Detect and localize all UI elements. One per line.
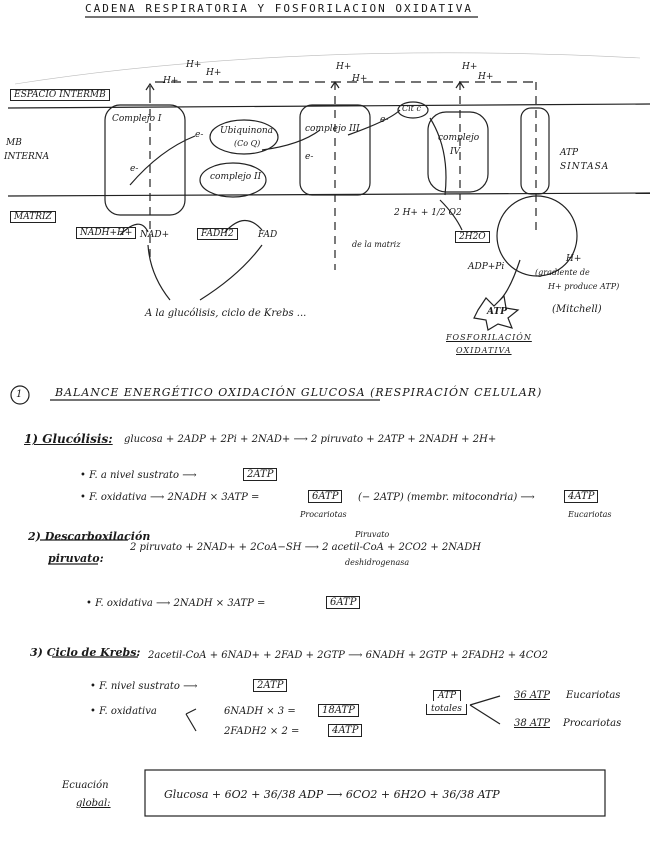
gradient-label-1: (gradiente de [535,268,590,277]
h-plus-4: H+ [336,62,352,72]
decarboxylation-equation: 2 piruvato + 2NAD+ + 2CoA−SH ⟶ 2 acetil-CoA + 2CO2 + 2NADH [130,542,481,553]
complex-4-label: complejo [438,133,480,143]
glycolysis-oxidative-mito: (− 2ATP) (membr. mitocondria) ⟶ [358,492,535,503]
krebs-nadh-value: 18ATP [318,704,359,717]
glycolysis-oxidative-value-euk: 4ATP [564,490,598,503]
fosforilacion-label-1: FOSFORILACIÓN [446,333,532,342]
fadh2-label: FADH2 [197,228,238,240]
eukaryotes-label-1: Eucariotas [568,510,612,519]
enzyme-label-1: Piruvato [355,530,390,539]
de-la-matriz-label: de la matriz [352,240,401,249]
h-plus-5: H+ [352,74,368,84]
electron-3: e- [305,152,314,162]
ubiquinone-label: Ubiquinona [220,126,274,136]
glycolysis-substrate-bullet: • F. a nivel sustrato ⟶ [80,470,197,481]
atp-synthase-head [497,196,577,276]
h-plus-8: H+ [566,254,582,264]
total-38-atp: 38 ATP [514,718,550,729]
label-espacio-intermembrana: ESPACIO INTERMB [10,89,110,101]
fad-label: FAD [258,230,278,240]
ubiquinone-sublabel: (Co Q) [234,139,261,148]
glycolysis-krebs-label: A la glucólisis, ciclo de Krebs ... [145,308,307,319]
enzyme-label-2: deshidrogenasa [345,558,410,567]
label-matriz: MATRIZ [10,211,56,223]
glycolysis-equation: glucosa + 2ADP + 2Pi + 2NAD+ ⟶ 2 piruvato + 2ATP + 2NADH + 2H+ [124,434,497,445]
page-title: CADENA RESPIRATORIA Y FOSFORILACION OXIDATIVA [85,2,474,15]
total-36-atp: 36 ATP [514,690,550,701]
krebs-fadh2-value: 4ATP [328,724,362,737]
atp-star-label: ATP [487,307,507,317]
atp-synthase-label-b: SINTASA [560,162,610,172]
prokaryotes-label-1: Procariotas [300,510,347,519]
glycolysis-heading: 1) Glucólisis: [24,432,113,446]
global-equation-heading-1: Ecuación [62,780,109,791]
electron-2: e- [130,164,139,174]
h-plus-6: H+ [462,62,478,72]
water-label: 2H2O [455,231,490,243]
gradient-label-2: H+ produce ATP) [548,282,620,291]
balance-circled-number: 1 [16,389,23,400]
nad-label: NAD+ [140,230,170,240]
electron-1: e- [195,130,204,140]
global-equation: Glucosa + 6O2 + 36/38 ADP ⟶ 6CO2 + 6H2O + 36/38 ATP [164,788,500,801]
label-membrana-a: MB [6,138,22,148]
h-plus-1: H+ [163,76,179,86]
nadh-label: NADH+H+ [76,227,136,239]
krebs-heading: 3) Ciclo de Krebs: [30,646,141,659]
glycolysis-substrate-value: 2ATP [243,468,277,481]
decarboxylation-heading-2: piruvato: [48,552,104,565]
h-plus-2: H+ [186,60,202,70]
krebs-substrate-bullet: • F. nivel sustrato ⟶ [90,681,198,692]
balance-title: BALANCE ENERGÉTICO OXIDACIÓN GLUCOSA (RESPIRACIÓN CELULAR) [55,386,543,399]
atp-totals-label-2: totales [426,704,467,715]
complex-3-label: complejo III [305,124,360,134]
atp-synthase-label-a: ATP [560,148,579,158]
total-prokaryotes-label: Procariotas [563,718,622,729]
krebs-substrate-value: 2ATP [253,679,287,692]
glycolysis-oxidative-value: 6ATP [308,490,342,503]
adp-label: ADP+Pi [468,262,505,272]
complex-1-label: Complejo I [112,114,162,124]
atp-totals-label-1: ATP [433,690,461,701]
decarboxylation-oxidative-value: 6ATP [326,596,360,609]
h-plus-3: H+ [206,68,222,78]
krebs-nadh-line: 6NADH × 3 = [224,706,296,717]
h-plus-7: H+ [478,72,494,82]
fosforilacion-label-2: OXIDATIVA [456,346,512,355]
complex-4-numeral: IV [450,147,461,157]
decarboxylation-heading-1: 2) Descarboxilación [28,530,151,543]
cyt-c-label: Cit c [402,104,421,113]
global-equation-heading-2: global: [76,798,111,809]
label-membrana-b: INTERNA [4,152,50,162]
glycolysis-oxidative-bullet: • F. oxidativa ⟶ 2NADH × 3ATP = [80,492,260,503]
oxygen-label: 2 H+ + 1/2 O2 [394,208,462,218]
krebs-equation: 2acetil-CoA + 6NAD+ + 2FAD + 2GTP ⟶ 6NADH + 2GTP + 2FADH2 + 4CO2 [148,650,548,661]
complex-2-label: complejo II [210,172,262,182]
decarboxylation-oxidative-bullet: • F. oxidativa ⟶ 2NADH × 3ATP = [86,598,266,609]
atp-synthase-stalk [521,108,549,194]
total-eukaryotes-label: Eucariotas [566,690,621,701]
mitchell-label: (Mitchell) [552,304,602,315]
krebs-oxidative-bullet: • F. oxidativa [90,706,157,717]
krebs-fadh2-line: 2FADH2 × 2 = [224,726,300,737]
electron-4: e- [380,115,389,125]
